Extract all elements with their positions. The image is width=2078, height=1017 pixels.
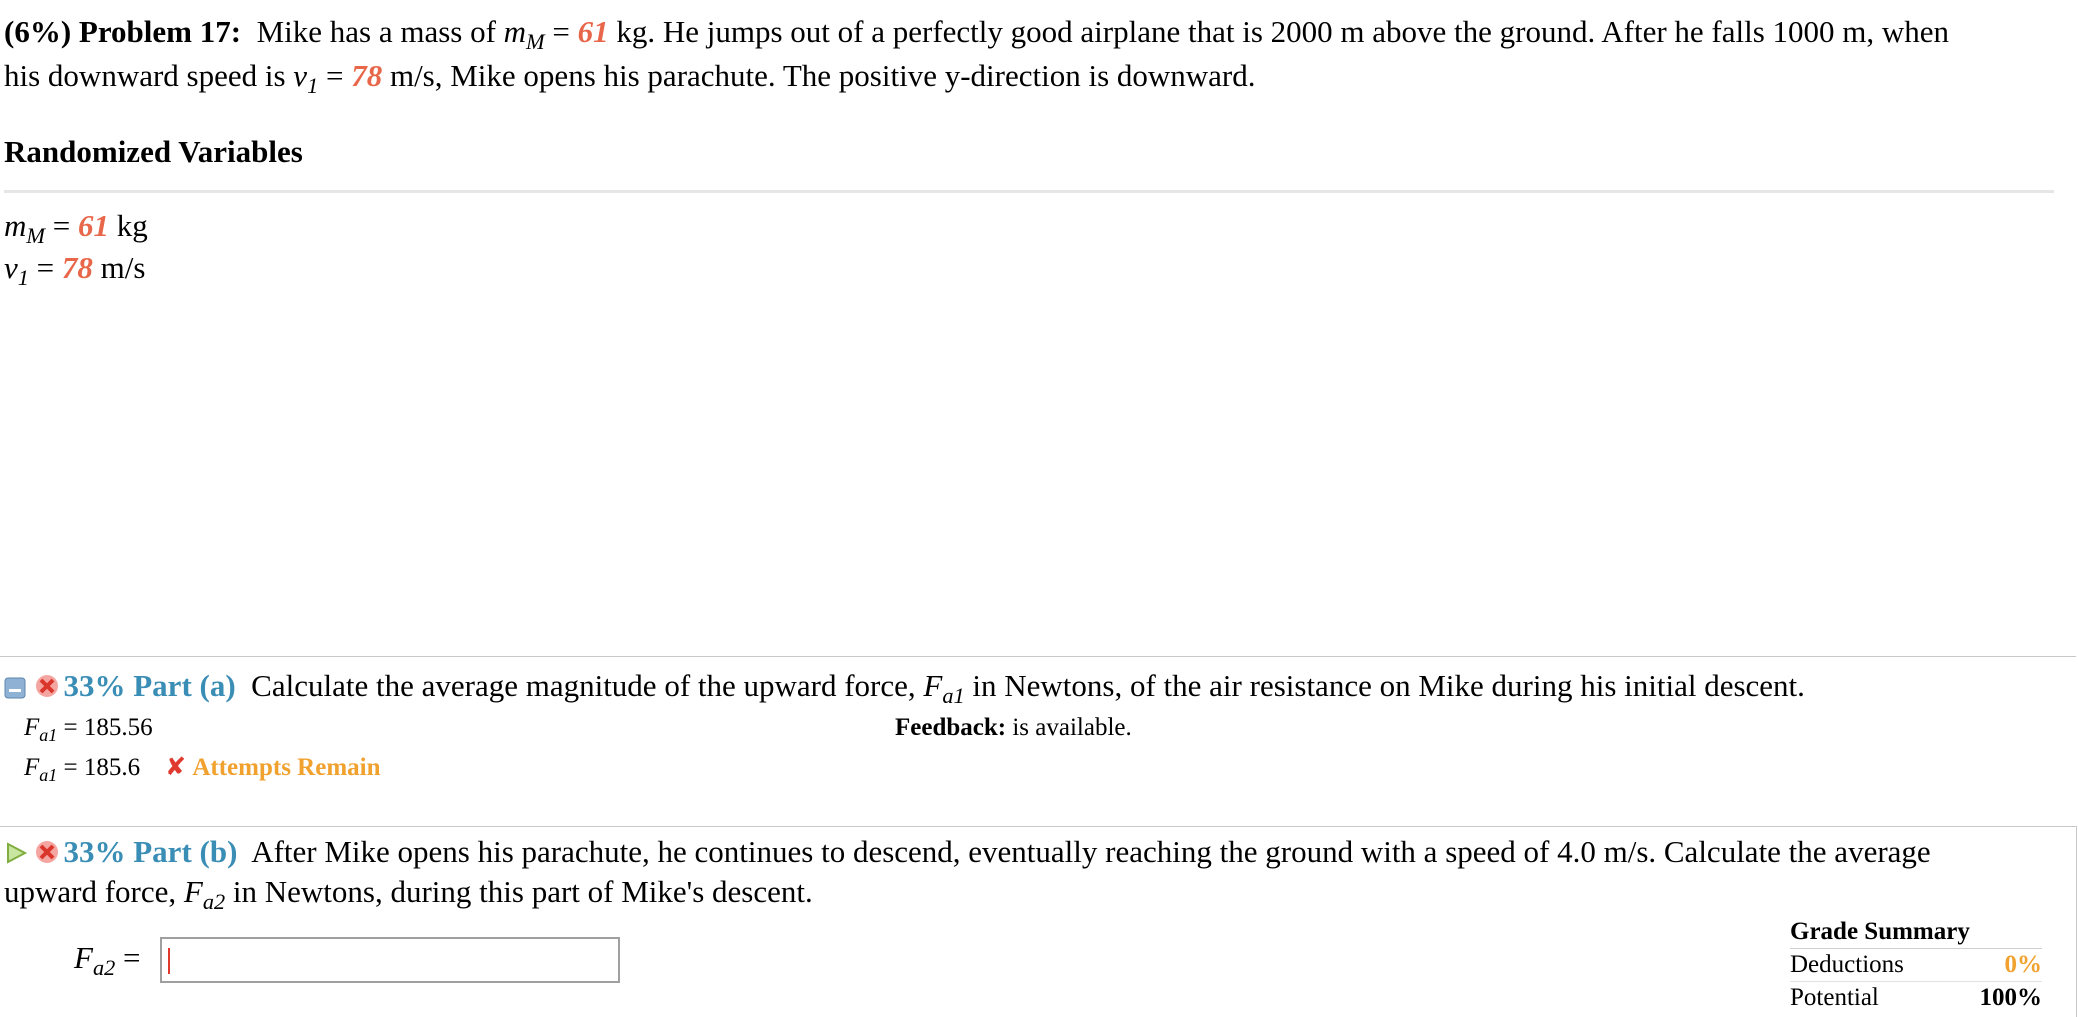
deductions-label: Deductions [1790,951,1904,978]
problem-text-1: Mike has a mass of [256,14,504,49]
collapse-icon[interactable] [4,671,26,693]
problem-title: Problem 17: [78,14,242,49]
part-a-header [4,668,1805,709]
feedback-text[interactable]: is available. [1006,714,1132,741]
incorrect-x-icon [34,835,56,857]
text-caret [168,948,170,974]
problem-text-3: his downward speed is [4,58,294,93]
part-b-label[interactable]: 33% Part (b) [63,834,238,869]
force-a1-symbol: $F_{a1}$ [923,668,965,709]
deductions-row [1790,949,2042,982]
potential-value: 100% [1979,984,2042,1011]
attempts-remain: Attempts Remain [192,754,381,781]
speed-value: 78 [351,58,383,93]
part-a-label[interactable]: 33% Part (a) [63,668,236,703]
speed-symbol: $v_1$ [293,58,319,99]
randomized-mass: $m_M = 61$ kg [4,208,148,249]
grade-summary-title: Grade Summary [1790,918,2042,949]
part-b-question-1: After Mike opens his parachute, he continues to descend, eventually reaching the ground with a speed of 4.0 m/s. Calculate the average [251,834,1931,869]
problem-weight: (6%) [4,14,72,49]
part-b-question-2: upward force, [4,874,184,909]
part-a-answer-1: $F_{a1} = 185.56$ [24,714,153,745]
deductions-value: 0% [2004,951,2042,978]
potential-row [1790,982,2042,1014]
incorrect-x-icon [34,671,56,693]
mass-value: 61 [577,14,609,49]
part-a-question-2: in Newtons, of the air resistance on Mike during his initial descent. [964,668,1805,703]
part-b-header [4,832,2064,915]
feedback-label: Feedback: [895,714,1007,741]
part-a-answer-2: $F_{a1} = 185.6$ ✘ Attempts Remain [24,752,381,785]
randomized-variables-heading: Randomized Variables [4,134,303,169]
answer-input-label: $F_{a2}$ = [74,940,141,981]
problem-text-2: kg. He jumps out of a perfectly good airplane that is 2000 m above the ground. After he falls 1000 m, when [608,14,1950,49]
attempts-x-icon: ✘ [165,752,187,781]
answer-input[interactable] [160,937,620,983]
force-a2-symbol: $F_{a2}$ [183,874,226,915]
problem-text-4: m/s, Mike opens his parachute. The positive y-direction is downward. [382,58,1256,93]
equals-sign: = [318,58,352,93]
grade-summary [1790,918,2042,1014]
mass-symbol: $m_M$ [503,14,545,55]
play-arrow-icon[interactable] [4,835,26,857]
randomized-speed: $v_1 = 78$ m/s [4,250,146,291]
potential-label: Potential [1790,984,1879,1011]
part-b-question-3: in Newtons, during this part of Mike's descent. [225,874,813,909]
problem-statement [4,10,2054,98]
divider [4,190,2054,193]
feedback [895,714,1132,742]
equals-sign: = [544,14,578,49]
part-a-question-1: Calculate the average magnitude of the upward force, [251,668,924,703]
